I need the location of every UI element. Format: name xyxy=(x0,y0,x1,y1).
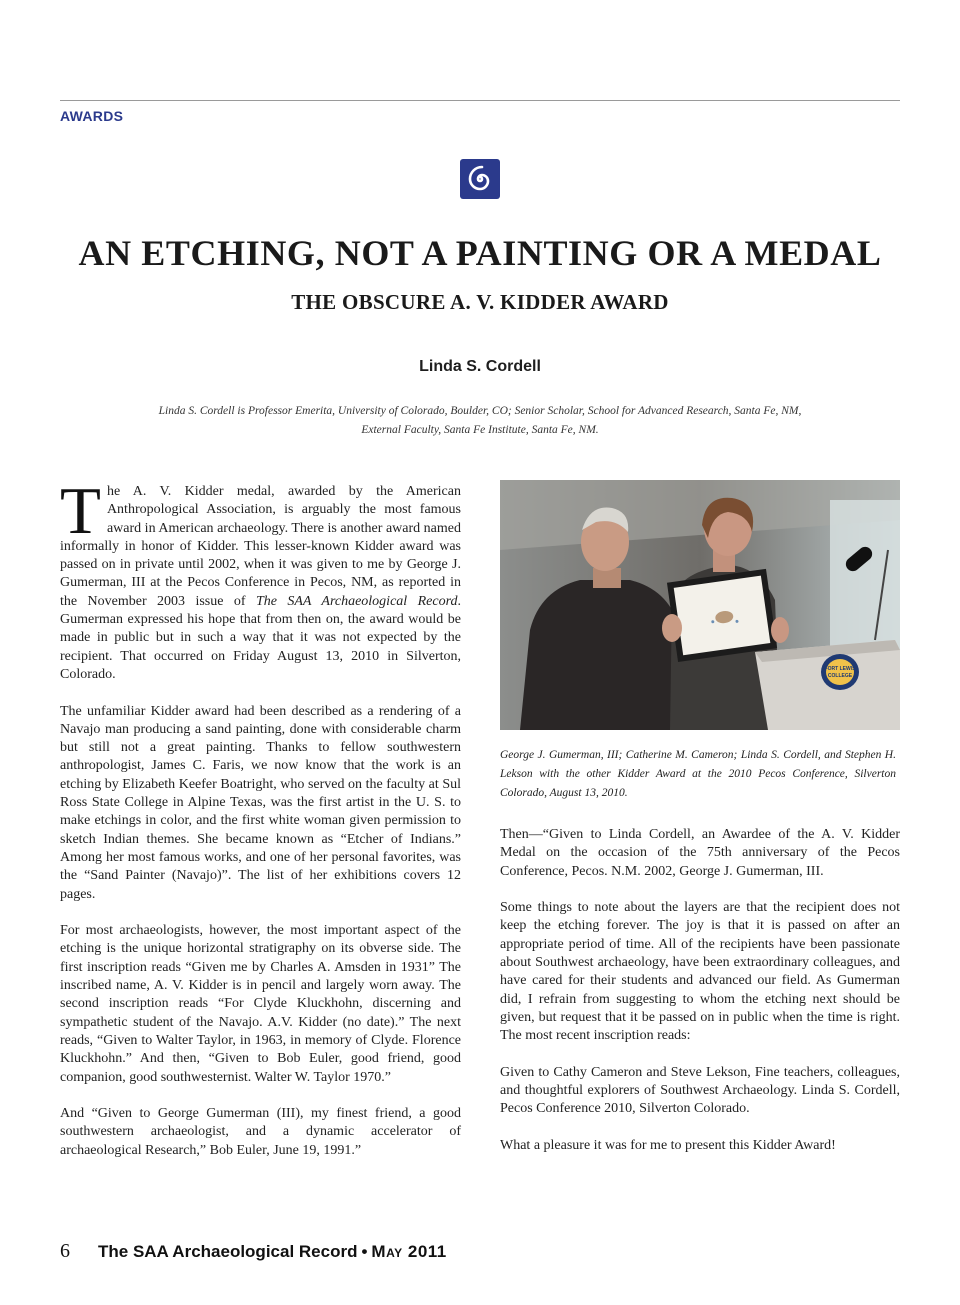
right-column xyxy=(500,826,900,1174)
footer-bullet: • xyxy=(361,1242,368,1261)
right-paragraph-1: Then—“Given to Linda Cordell, an Awardee of the A. V. Kidder Medal on the occasion of the 75th anniversary of the Pecos Conference, Pecos. N.M. 2002, George J. Gumerman, III. xyxy=(500,827,900,879)
author-affiliation xyxy=(100,402,860,440)
paragraph-1-text: he A. V. Kidder medal, awarded by the American Anthropological Association, is arguably the most famous award in American archaeology. There is another award named informally in honor of Kidder. This lesser-known Kidder award was passed on in private until 2002, when it was given to me by George J. Gumerman, III at the Pecos Conference in Pecos, NM, as reported in the November 2003 issue of xyxy=(60,484,461,609)
article-title: AN ETCHING, NOT A PAINTING OR A MEDAL xyxy=(78,233,882,273)
issue-date: May 2011 xyxy=(371,1242,447,1261)
affiliation-line-1: Linda S. Cordell is Professor Emerita, University of Colorado, Boulder, CO; Senior Scholar, School for Advanced Research, Santa Fe, NM, xyxy=(158,405,802,417)
header-rule xyxy=(60,100,900,101)
right-paragraph-4: What a pleasure it was for me to present this Kidder Award! xyxy=(500,1138,836,1154)
page-footer xyxy=(60,1240,447,1263)
journal-title-italic: The SAA Archaeological Record xyxy=(255,593,458,609)
drop-cap: T xyxy=(60,474,101,548)
paragraph-1-text-end: . Gumerman expressed his hope that from then on, the award would be made in public but in such a way that it was not expected by the recipient. That occurred on Friday August 13, 2010 in Silverton, Colorado. xyxy=(60,593,462,682)
body-paragraph-4: And “Given to George Gumerman (III), my finest friend, a good southwestern archaeologist, and a dynamic accelerator of archaeological Research,” Bob Euler, June 19, 1991.” xyxy=(60,1106,461,1158)
body-paragraph-3: For most archaeologists, however, the most important aspect of the etching is the unique horizontal stratigraphy on its obverse side. The first inscription reads “Given me by Charles A. Amsden in 1931” The inscribed name, A. V. Kidder is in pencil and largely worn away. The second inscription reads “For Clyde Kluckhohn, discerning and sympathetic student of the Navajo. A.V. Kidder (no date).” The next reads, “Given to Walter Taylor, in 1963, in memory of Clyde. Florence Kluckhohn.” And then, “Given to Bob Euler, good friend, good companion, good southwesternist. Walter W. Taylor 1970.” xyxy=(60,923,461,1085)
photo-caption: George J. Gumerman, III; Catherine M. Cameron; Linda S. Cordell, and Stephen H. Lekson with the other Kidder Award at the 2010 Pecos Conference, Silverton Colorado, August 13, 2010. xyxy=(500,749,896,799)
right-paragraph-3: Given to Cathy Cameron and Steve Lekson, Fine teachers, colleagues, and thoughtful explorers of Southwest Archaeology. Linda S. Cordell, Pecos Conference 2010, Silverton Colorado. xyxy=(500,1064,900,1117)
article-subtitle: THE OBSCURE A. V. KIDDER AWARD xyxy=(291,290,669,314)
body-paragraph-2: The unfamiliar Kidder award had been described as a rendering of a Navajo man producing a sand painting, done with considerable charm but still not a great painting. Thanks to fellow southwestern anthropologist, James C. Faris, we now know that the work is an etching by Elizabeth Keefer Boatright, who served on the faculty at Sul Ross State College in Alpine Texas, was the first artist in the U. S. to make etchings in color, and the first white woman given permission to sketch Indian themes. She became known as “Etcher of Indians.” Among her most famous works, and one of her personal favorites, was the “Sand Painter (Navajo)”. The list of her exhibitions covers 12 pages. xyxy=(60,703,461,902)
body-paragraph-1 xyxy=(60,474,462,684)
podium-sign-line-2: COLLEGE xyxy=(827,673,853,679)
right-paragraph-2: Some things to note about the layers are that the recipient does not keep the etching forever. The joy is that it is passed on after an appropriate period of time. All of the recipients have been passionate about Southwest archaeology, have been extraordinary colleagues, and have cared for their students and advanced our field. As Gumerman did, I refrain from suggesting to whom the etching next should be given, but request that it be passed on in public when the time is right. The most recent inscription reads: xyxy=(500,900,900,1044)
affiliation-line-2: External Faculty, Santa Fe Institute, Santa Fe, NM. xyxy=(361,424,599,436)
spiral-icon xyxy=(460,159,500,199)
award-photo xyxy=(500,480,900,730)
section-label: AWARDS xyxy=(60,108,124,124)
podium-sign-line-1: FORT LEWIS xyxy=(824,666,856,672)
left-column xyxy=(60,474,462,1178)
journal-name: The SAA Archaeological Record xyxy=(98,1242,358,1261)
page-number: 6 xyxy=(60,1240,70,1262)
author-name: Linda S. Cordell xyxy=(419,358,541,375)
